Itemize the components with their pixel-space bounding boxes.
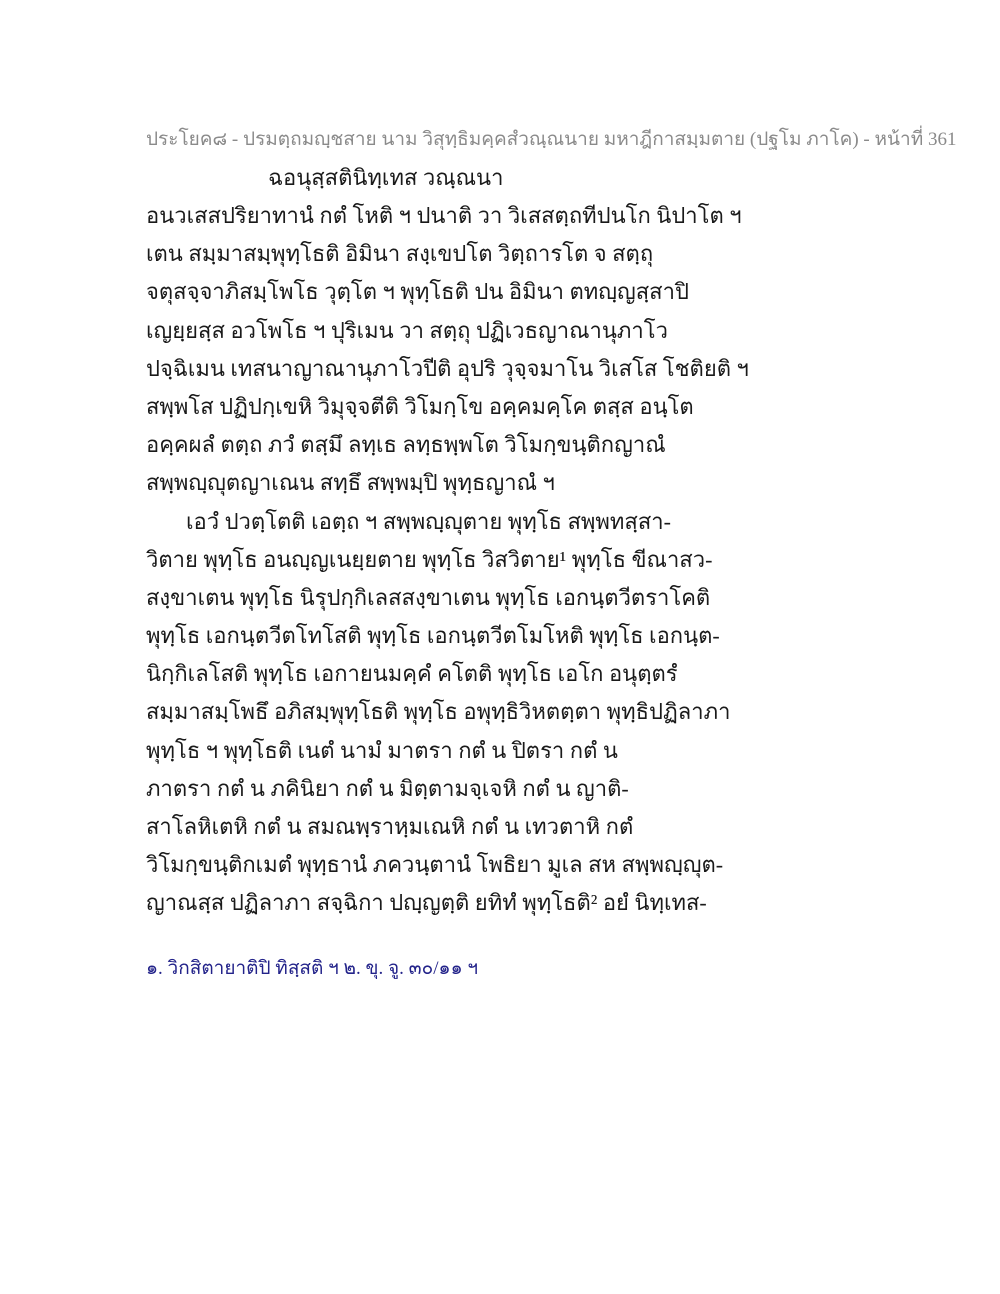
text-line: จตุสจฺจาภิสมฺโพโธ วุตฺโต ฯ พุทฺโธติ ปน อิมินา ตทญฺญสฺสาปิ [146, 279, 689, 305]
paragraph-first-line: เอวํ ปวตฺโตติ เอตฺถ ฯ สพฺพญฺญุตาย พุทฺโธ สพฺพทสฺสา- [186, 508, 671, 534]
text-line: อคฺคผลํ ตตฺถ ภวํ ตสฺมึ ลทฺเธ ลทฺธพฺพโต วิโมกฺขนฺติกญาณํ [146, 432, 666, 458]
running-header: ประโยค๘ - ปรมตฺถมญฺชสาย นาม วิสุทฺธิมคฺคสํวณฺณนาย มหาฎีกาสมฺมตาย (ปฐโม ภาโค) - หน้าที่ 361 [146, 129, 957, 150]
text-line: วิโมกฺขนฺติกเมตํ พุทฺธานํ ภควนฺตานํ โพธิยา มูเล สห สพฺพญฺญุต- [146, 852, 724, 878]
text-line: ปจฺฉิเมน เทสนาญาณานุภาโวปีติ อุปริ วุจฺจมาโน วิเสโส โชติยติ ฯ [146, 355, 749, 381]
text-line: วิตาย พุทฺโธ อนญฺญเนยฺยตาย พุทฺโธ วิสวิตาย¹ พุทฺโธ ขีณาสว- [146, 546, 713, 572]
text-line: เญยฺยสฺส อวโพโธ ฯ ปุริเมน วา สตฺถุ ปฏิเวธญาณานุภาโว [146, 317, 668, 343]
text-line: ภาตรา กตํ น ภคินิยา กตํ น มิตฺตามจฺเจหิ กตํ น ญาติ- [146, 775, 629, 801]
section-title: ฉอนุสฺสตินิทฺเทส วณฺณนา [268, 165, 504, 190]
text-line: สาโลหิเตหิ กตํ น สมณพฺราหฺมเณหิ กตํ น เทวตาหิ กตํ [146, 814, 634, 839]
footnote: ๑. วิกสิตายาติปิ ทิสฺสติ ฯ ๒. ขุ. จู. ๓๐/๑๑ ฯ [146, 958, 479, 979]
text-line: สงฺขาเตน พุทฺโธ นิรุปกฺกิเลสสงฺขาเตน พุทฺโธ เอกนฺตวีตราโคติ [146, 584, 711, 610]
text-line: สพฺพโส ปฏิปกฺเขหิ วิมุจฺจตีติ วิโมกฺโข อคฺคมคฺโค ตสฺส อนฺโต [146, 393, 694, 419]
text-line: อนวเสสปริยาทานํ กตํ โหติ ฯ ปนาติ วา วิเสสตฺถทีปนโก นิปาโต ฯ [146, 203, 742, 228]
text-line: ญาณสฺส ปฏิลาภา สจฺฉิกา ปญฺญตฺติ ยทิทํ พุทฺโธติ² อยํ นิทฺเทส- [146, 890, 707, 916]
text-line: พุทฺโธ ฯ พุทฺโธติ เนตํ นามํ มาตรา กตํ น ปิตรา กตํ น [146, 737, 618, 763]
text-line: นิกฺกิเลโสติ พุทฺโธ เอกายนมคฺคํ คโตติ พุทฺโธ เอโก อนุตฺตรํ [146, 661, 678, 687]
body-text [146, 197, 749, 923]
text-line: สพฺพญฺญุตญาเณน สทฺธึ สพฺพมฺปิ พุทฺธญาณํ ฯ [146, 470, 555, 496]
text-line: พุทฺโธ เอกนฺตวีตโทโสติ พุทฺโธ เอกนฺตวีตโมโหติ พุทฺโธ เอกนฺต- [146, 623, 720, 649]
text-line: สมฺมาสมฺโพธึ อภิสมฺพุทฺโธติ พุทฺโธ อพุทฺธิวิหตตฺตา พุทฺธิปฏิลาภา [146, 699, 731, 725]
text-line: เตน สมฺมาสมฺพุทฺโธติ อิมินา สงฺเขปโต วิตฺถารโต จ สตฺถุ [146, 241, 654, 267]
